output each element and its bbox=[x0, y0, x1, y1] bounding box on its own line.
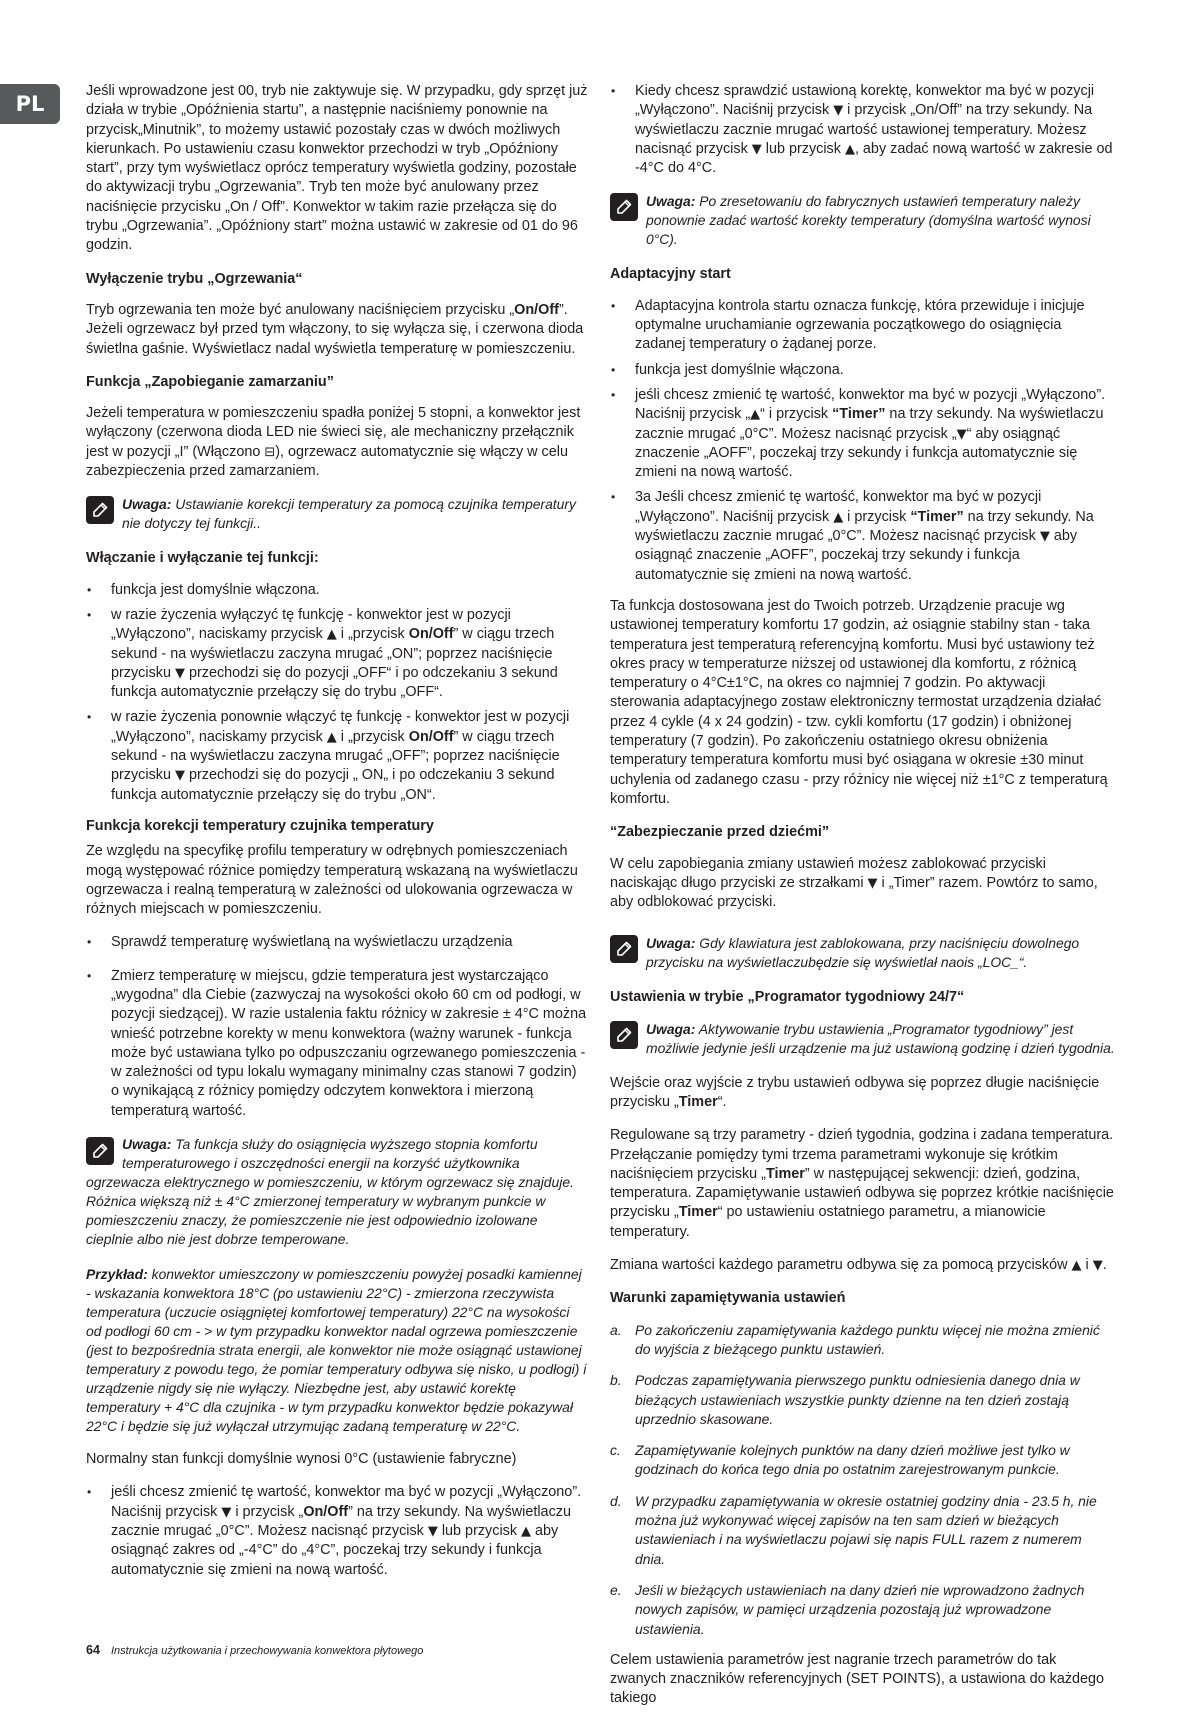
list-item: • Sprawdź temperaturę wyświetlaną na wyświetlaczu urządzenia bbox=[86, 933, 588, 952]
adaptive-list bbox=[610, 297, 1115, 585]
down-arrow-icon: ▼ bbox=[221, 1504, 232, 1520]
pencil-note-icon bbox=[610, 1021, 638, 1049]
note-comfort bbox=[86, 1135, 588, 1249]
change-paragraph: Zmiana wartości każdego parametru odbywa się za pomocą przycisków ▲ i ▼. bbox=[610, 1257, 1107, 1274]
down-arrow-icon: ▼ bbox=[174, 665, 185, 681]
onoff-list bbox=[86, 581, 588, 805]
note-reset bbox=[610, 192, 1115, 249]
note-weekly-text: Uwaga: Aktywowanie trybu ustawienia „Programator tygodniowy” jest możliwie jedynie jeśli urządzenie ma już ustawioną godzinę i dzień tygodnia. bbox=[646, 1020, 1115, 1056]
normal-state-paragraph: Normalny stan funkcji domyślnie wynosi 0°C (ustawienie fabryczne) bbox=[86, 1451, 517, 1468]
list-item: • Zmierz temperaturę w miejscu, gdzie temperatura jest wystarczająco „wygodna” dla Ciebie (zazwyczaj na wysokości około 60 cm od podłogi, w pozycji siedzącej). W razie ustalenia faktu różnicy w zakresie ± 4°C można wnieść potrzebne korekty w menu konwektora (ważny warunek - funkcja może być ustawiana tylko po odpuszczaniu ogrzewanego pomieszczenia - w zależności od typu lokalu wymagany minimalny czas stanowi 7 godzin) o wynikającą z różnicy pomiędzy odczytem konwektora i mierzoną temperaturą wartość. bbox=[86, 967, 588, 1121]
up-arrow-icon: ▲ bbox=[833, 509, 844, 525]
list-item: • jeśli chcesz zmienić tę wartość, konwektor ma być w pozycji „Wyłączono”. Naciśnij przycisk „▲“ i przycisk “Timer” na trzy sekundy. Na wyświetlaczu zacznie mrugać „0°C”. Możesz nacisnąć przycisk „▼“ aby osiągnąć znaczenie „AOFF”, poczekaj trzy sekundy i funkcja automatycznie się zmieni na nową wartość. bbox=[610, 386, 1115, 482]
correction-paragraph: Ze względu na specyfikę profilu temperatury w odrębnych pomieszczeniach mogą występować różnice pomiędzy temperaturą wskazaną na wyświetlaczu ogrzewacza i realną temperaturą w zależności od ulokowania ogrzewacza w różnych miejscach w pomieszczeniu. bbox=[86, 843, 578, 918]
down-arrow-icon: ▼ bbox=[427, 1523, 438, 1539]
note-reset-text: Uwaga: Po zresetowaniu do fabrycznych ustawień temperatury należy ponownie zadać wartość korekty temperatury (domyślna wartość wynosi 0°C). bbox=[646, 193, 1091, 248]
list-item: e. Jeśli w bieżących ustawieniach na dany dzień nie wprowadzono żadnych nowych zapisów, w pamięci urządzenia pozostają już wprowadzone ustawienia. bbox=[610, 1581, 1085, 1637]
child-lock-paragraph: W celu zapobiegania zmiany ustawień możesz zablokować przyciski naciskając długo przyciski ze strzałkami ▼ i „Timer” razem. Powtórz to samo, aby odblokować przyciski. bbox=[610, 855, 1098, 911]
list-item: • Kiedy chcesz sprawdzić ustawioną korektę, konwektor ma być w pozycji „Wyłączono”. Naciśnij przycisk ▼ i przycisk „On/Off” na trzy sekundy. Na wyświetlaczu zacznie mrugać wartość ustawionej temperatury. Możesz nacisnąć przycisk ▼ lub przycisk ▲, aby zadać nową wartość w zakresie od -4°C do 4°C. bbox=[610, 82, 1115, 178]
check-correction-list bbox=[610, 82, 1115, 178]
heading-frost: Funkcja „Zapobieganie zamarzaniu” bbox=[86, 373, 334, 390]
heater-on-icon: ⊟ bbox=[264, 444, 276, 460]
pencil-note-icon bbox=[610, 193, 638, 221]
down-arrow-icon: ▼ bbox=[1092, 1258, 1103, 1274]
params-paragraph: Regulowane są trzy parametry - dzień tygodnia, godzina i zadana temperatura. Przełączanie pomiędzy tymi trzema parametrami wykonuje się krótkim naciśnięciem przycisku „Timer” w następującej sekwencji: dzień, godzina, temperatura. Zapamiętywanie ustawień odbywa się poprzez krótkie naciśnięcie przycisku „Timer“ po ustawieniu ostatniego parametru, a mianowicie temperatury. bbox=[610, 1127, 1114, 1240]
heading-child-lock: “Zabezpieczanie przed dziećmi” bbox=[610, 824, 830, 841]
list-item: b. Podczas zapamiętywania pierwszego punktu odniesienia danego dnia w bieżących ustawieniach wszystkie punkty dzienne na ten dzień zostają uprzednio skasowane. bbox=[610, 1372, 1080, 1427]
up-arrow-icon: ▲ bbox=[326, 627, 337, 643]
page-footer bbox=[86, 1643, 423, 1657]
normal-list bbox=[86, 1483, 588, 1579]
list-item: • funkcja jest domyślnie włączona. bbox=[86, 581, 588, 600]
intro-paragraph: Jeśli wprowadzone jest 00, tryb nie zaktywuje się. W przypadku, gdy sprzęt już działa w trybie „Opóźnienia startu”, a następnie naciśniemy ponownie na przycisk„Minutnik”, to możemy ustawić pozostały czas w dwóch możliwych kierunkach. Po ustawieniu czasu konwektor przechodzi w tryb „Opóźniony start”, przy tym wyświetlacz oprócz temperatury wyświetla godziny, pozostałe do aktywizacji trybu „Ogrzewania”. Tryb ten może być anulowany przez naciśnięcie przycisku „On / Off”. Konwektor w takim razie przełącza się do trybu „Ogrzewania”. „Opóźniony start” można ustawić w zakresie od 01 do 96 godzin. bbox=[86, 83, 588, 254]
down-arrow-icon: ▼ bbox=[751, 141, 762, 157]
adaptive-paragraph: Ta funkcja dostosowana jest do Twoich potrzeb. Urządzenie pracuje wg ustawionej temperatury komfortu 17 godzin, aż osiągnie stabilny stan - taka temperatura jest temperaturą referencyjną komfortu. Musi być ustawiony też okres pracy w temperaturze niższej od ustawionej dla komfortu, z różnicą temperatury o 4°C±1°C, na okres co najmniej 7 godzin. Po aktywacji sterowania adaptacyjnego zostaw elektroniczny termostat urządzenia działać przez 4 cykle (4 x 24 godzin) - tzw. cykli komfortu (17 godzin) i obniżonej temperatury (7 godzin). Po zakończeniu ostatniego okresu obniżenia temperatury temperatura komfortu musi być osiągana w okresie ±30 minut uchylenia od zadanego czasu - przy różnicy nie więcej niż ±1°C z temperaturą komfortu. bbox=[610, 597, 1108, 807]
down-arrow-icon: ▼ bbox=[1039, 529, 1050, 545]
list-item: d. W przypadku zapamiętywania w okresie ostatniej godziny dnia - 23.5 h, nie można już wykonywać więcej zapisów na ten sam dzień w bieżących ustawieniach i na wyświetlaczu pojawi się napis FULL razem z numerem dnia. bbox=[610, 1492, 1097, 1567]
up-arrow-icon: ▲ bbox=[844, 141, 855, 157]
heading-correction: Funkcja korekcji temperatury czujnika temperatury bbox=[86, 817, 434, 834]
final-paragraph: Celem ustawienia parametrów jest nagranie trzech parametrów do tak zwanych znaczników referencyjnych (SET POINTS), a ustawiona do każdego takiego bbox=[610, 1651, 1105, 1707]
heading-memory: Warunki zapamiętywania ustawień bbox=[610, 1290, 846, 1307]
down-arrow-icon: ▼ bbox=[867, 875, 878, 891]
down-arrow-icon: ▼ bbox=[956, 426, 967, 442]
entry-paragraph: Wejście oraz wyjście z trybu ustawień odbywa się poprzez długie naciśnięcie przycisku „Timer“. bbox=[610, 1074, 1100, 1110]
down-arrow-icon: ▼ bbox=[833, 103, 844, 119]
page-number: 64 bbox=[86, 1643, 100, 1657]
note-sensor-text: Uwaga: Ustawianie korekcji temperatury za pomocą czujnika temperatury nie dotyczy tej funkcji.. bbox=[122, 496, 576, 532]
footer-text: Instrukcja użytkowania i przechowywania konwektora płytowego bbox=[110, 1645, 424, 1657]
list-item: • w razie życzenia wyłączyć tę funkcję - konwektor jest w pozycji „Wyłączono”, naciskamy przycisk ▲ i „przycisk On/Off” w ciągu trzech sekund - na wyświetlaczu zaczyna mrugać „ON”; poprzez naciśnięcie przycisku ▼ przechodzi się do pozycji „OFF“ i po odczekaniu 3 sekund funkcja automatycznie przełączy się do trybu „OFF“. bbox=[86, 606, 588, 702]
frost-paragraph: Jeżeli temperatura w pomieszczeniu spadła poniżej 5 stopni, a konwektor jest wyłączony (czerwona dioda LED nie świeci się, ale mechaniczny przełącznik jest w pozycji „I” (Włączono ⊟), ogrzewacz automatycznie się włączy w celu zabezpieczenia przed zamarzaniem. bbox=[86, 405, 581, 480]
pencil-note-icon bbox=[86, 1137, 114, 1165]
list-item: • 3a Jeśli chcesz zmienić tę wartość, konwektor ma być w pozycji „Wyłączono”. Naciśnij przycisk ▲ i przycisk “Timer” na trzy sekundy. Na wyświetlaczu zacznie mrugać „0°C”. Możesz nacisnąć przycisk ▼ aby osiągnąć znaczenie „AOFF”, poczekaj trzy sekundy i funkcja automatycznie się zmieni na nową wartość. bbox=[610, 488, 1115, 584]
heading-weekly: Ustawienia w trybie „Programator tygodniowy 24/7“ bbox=[610, 989, 965, 1006]
up-arrow-icon: ▲ bbox=[1071, 1258, 1082, 1274]
language-tab: PL bbox=[0, 84, 60, 124]
left-column bbox=[86, 82, 588, 1592]
list-item: c. Zapamiętywanie kolejnych punktów na dany dzień możliwe jest tylko w godzinach do końca tego dnia po ostatnim zarejestrowanym punkcie. bbox=[610, 1442, 1070, 1478]
list-item: • jeśli chcesz zmienić tę wartość, konwektor ma być w pozycji „Wyłączono”. Naciśnij przycisk ▼ i przycisk „On/Off” na trzy sekundy. Na wyświetlaczu zacznie mrugać „0°C”. Możesz nacisnąć przycisk ▼ lub przycisk ▲ aby osiągnąć zakres od „-4°C” do „4°C”, poczekaj trzy sekundy i funkcja automatycznie się zmieni na nową wartość. bbox=[86, 1483, 588, 1579]
pencil-note-icon bbox=[86, 496, 114, 524]
list-item: • Adaptacyjna kontrola startu oznacza funkcję, która przewiduje i inicjuje optymalne uruchamianie ogrzewania początkowego do osiągnięcia zadanej temperatury o żądanej porze. bbox=[610, 297, 1115, 355]
note-keyboard-lock bbox=[610, 934, 1115, 972]
note-keyboard-lock-text: Uwaga: Gdy klawiatura jest zablokowana, przy naciśnięciu dowolnego przycisku na wyświetlaczubędzie się wyświetlał naois „LOC_“. bbox=[646, 935, 1080, 971]
up-arrow-icon: ▲ bbox=[521, 1523, 532, 1539]
down-arrow-icon: ▼ bbox=[174, 768, 185, 784]
pencil-note-icon bbox=[610, 935, 638, 963]
note-comfort-text: Uwaga: Ta funkcja służy do osiągnięcia wyższego stopnia komfortu temperaturowego i oszczędności energii na korzyść użytkownika ogrzewacza elektrycznego w pomieszczeniu, w którym ogrzewacz się znajduje. Różnica większą niż ± 4°C zmierzonej temperatury w wybranym punkcie w pomieszczeniu znaczy, że pomieszczenie nie jest odpowiednio izolowane cieplnie albo nie jest dobrze temperowane. bbox=[86, 1136, 574, 1248]
note-sensor bbox=[86, 495, 588, 533]
heading-heating-off: Wyłączenie trybu „Ogrzewania“ bbox=[86, 270, 303, 287]
heading-onoff: Włączanie i wyłączanie tej funkcji: bbox=[86, 550, 319, 567]
example-block: Przykład: konwektor umieszczony w pomieszczeniu powyżej posadki kamiennej - wskazania konwektora 18°C (po ustawieniu 22°C) - zmierzona rzeczywista temperatura (uczucie osiągniętej komfortowej temperatury) 22°C na wysokości od podłogi 60 cm - > w tym przypadku konwektor nadal ogrzewa pomieszczenie (jest to bezpośrednia strata energii, ale konwektor nie może osiągnąć ustawionej temperatury z powodu tego, że pomiar temperatury odbywa się nisko, u podłogi) i urządzenie nigdy się nie wyłączy. Niezbędne jest, aby ustawić korektę temperatury + 4°C dla czujnika - w tym przypadku konwektor będzie pokazywał 22°C i będzie się już wyłączał utrzymując zadaną temperaturę w 22°C. bbox=[86, 1266, 587, 1435]
up-arrow-icon: ▲ bbox=[750, 407, 761, 423]
correction-list bbox=[86, 933, 588, 1121]
list-item: • w razie życzenia ponownie włączyć tę funkcję - konwektor jest w pozycji „Wyłączono”, naciskamy przycisk ▲ i „przycisk On/Off” w ciągu trzech sekund - na wyświetlaczu zaczyna mrugać „OFF”; poprzez naciśnięcie przycisku ▼ przechodzi się do pozycji „ ON„ i po odczekaniu 3 sekund funkcja automatycznie przełączy się do trybu „ON“. bbox=[86, 708, 588, 804]
list-item: a. Po zakończeniu zapamiętywania każdego punktu więcej nie można zmienić do wyjścia z bieżącego punktu ustawień. bbox=[610, 1321, 1100, 1357]
memory-list bbox=[610, 1321, 1115, 1639]
up-arrow-icon: ▲ bbox=[326, 729, 337, 745]
right-column bbox=[610, 82, 1115, 1723]
heating-off-paragraph: Tryb ogrzewania ten może być anulowany naciśnięciem przycisku „On/Off”. Jeżeli ogrzewacz był przed tym włączony, to się wyłącza się, i czerwona dioda świetlna gaśnie. Wyświetlacz nadal wyświetla temperaturę w pomieszczeniu. bbox=[86, 301, 584, 357]
list-item: • funkcja jest domyślnie włączona. bbox=[610, 361, 1115, 380]
heading-adaptive: Adaptacyjny start bbox=[610, 266, 731, 283]
note-weekly bbox=[610, 1020, 1115, 1058]
